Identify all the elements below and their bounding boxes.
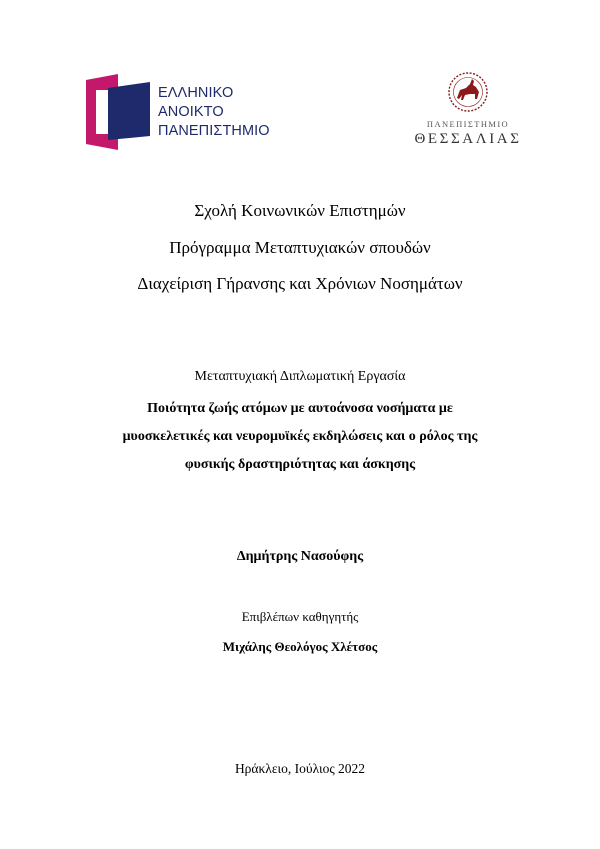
specialization-name: Διαχείριση Γήρανσης και Χρόνιων Νοσημάτων <box>137 274 463 293</box>
program-name: Πρόγραμμα Μεταπτυχιακών σπουδών <box>169 238 431 257</box>
school-name: Σχολή Κοινωνικών Επιστημών <box>194 201 406 220</box>
uth-line-2: ΘΕΣΣΑΛΙΑΣ <box>414 131 522 147</box>
eap-line-3: ΠΑΝΕΠΙΣΤΗΜΙΟ <box>158 123 270 139</box>
place-date: Ηράκλειο, Ιούλιος 2022 <box>234 761 366 776</box>
eap-wordmark <box>158 84 270 141</box>
author-name: Δημήτρης Νασούφης <box>236 549 364 564</box>
thesis-title-line-1: Ποιότητα ζωής ατόμων με αυτοάνοσα νοσήματα με <box>147 401 453 416</box>
centaur-emblem-icon <box>448 70 488 114</box>
uth-logo <box>410 70 526 150</box>
thesis-title-line-3: φυσικής δραστηριότητας και άσκησης <box>184 457 416 472</box>
eap-line-2: ΑΝΟΙΚΤΟ <box>158 104 224 120</box>
thesis-type: Μεταπτυχιακή Διπλωματική Εργασία <box>194 369 406 384</box>
supervisor-name: Μιχάλης Θεολόγος Χλέτσος <box>222 639 378 654</box>
eap-emblem-icon <box>86 74 154 150</box>
thesis-title-line-2: μυοσκελετικές και νευρομυϊκές εκδηλώσεις και ο ρόλος της <box>122 429 478 444</box>
eap-logo <box>86 74 276 150</box>
supervisor-label: Επιβλέπων καθηγητής <box>241 609 359 624</box>
uth-line-1: ΠΑΝΕΠΙΣΤΗΜΙΟ <box>426 119 510 129</box>
eap-line-1: ΕΛΛΗΝΙΚΟ <box>158 85 234 101</box>
